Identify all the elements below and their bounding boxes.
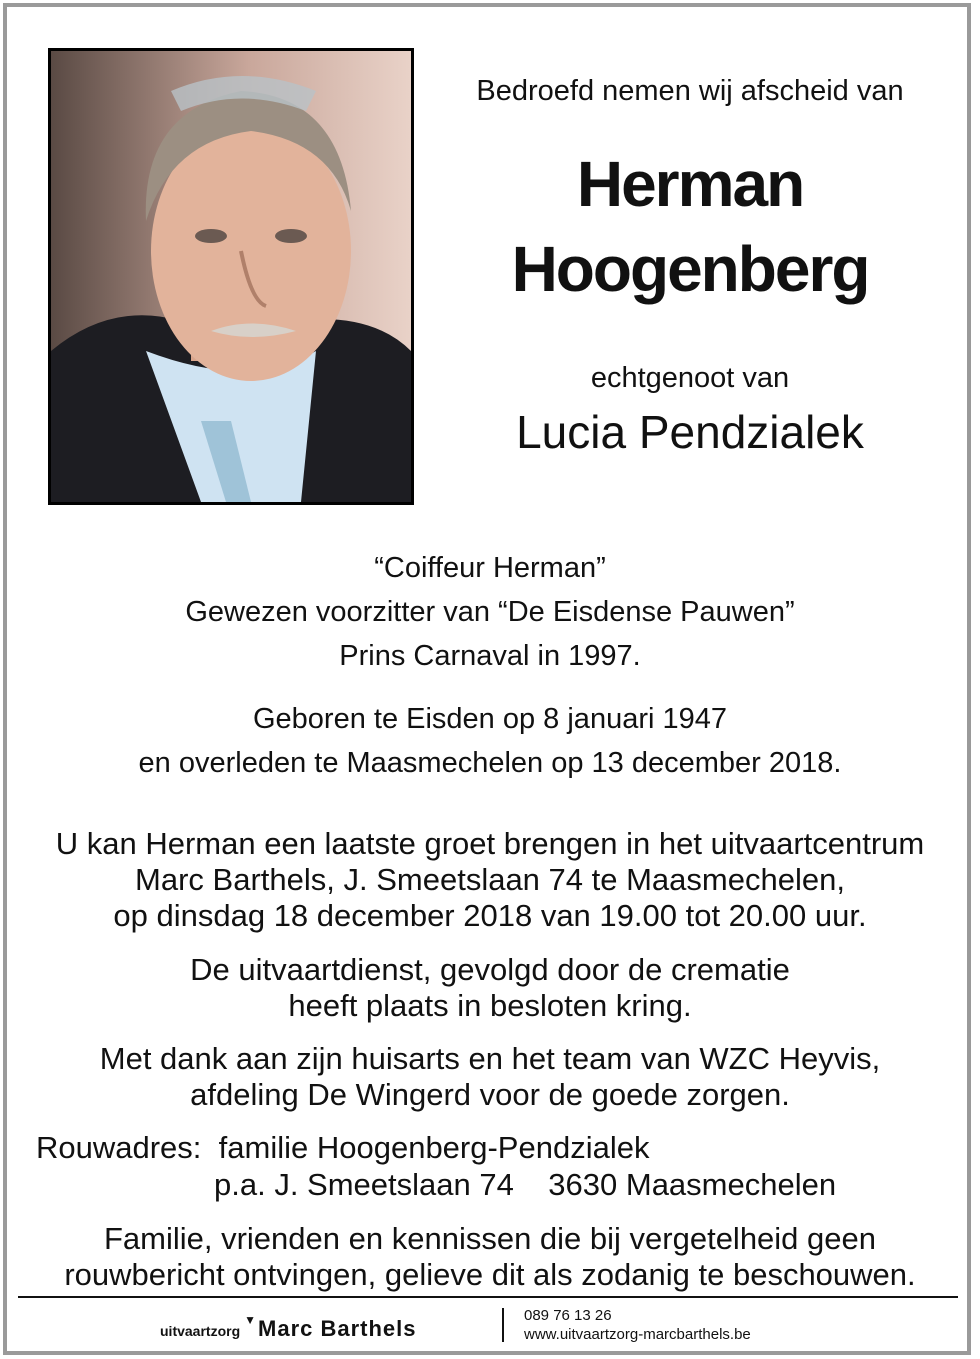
service-line: heeft plaats in besloten kring. [288, 988, 692, 1023]
brand-small: uitvaartzorg [160, 1323, 241, 1339]
title-line: Gewezen voorzitter van “De Eisdense Pauwen” [185, 596, 795, 628]
footer-contact [524, 1306, 751, 1344]
address-city: 3630 Maasmechelen [548, 1167, 837, 1202]
address-family: familie Hoogenberg-Pendzialek [218, 1130, 650, 1165]
spouse-name: Lucia Pendzialek [516, 406, 864, 458]
deceased-last-name: Hoogenberg [511, 233, 869, 305]
visitation-line: U kan Herman een laatste groet brengen in het uitvaartcentrum [55, 826, 925, 861]
service-block [20, 952, 960, 1024]
deceased-first-name: Herman [576, 148, 804, 220]
footer-website: www.uitvaartzorg-marcbarthels.be [524, 1326, 751, 1343]
service-line: De uitvaartdienst, gevolgd door de crematie [190, 952, 790, 987]
portrait-illustration [51, 51, 411, 502]
address-label: Rouwadres: [36, 1130, 202, 1165]
title-line: “Coiffeur Herman” [374, 552, 606, 584]
brand-name: Marc Barthels [258, 1316, 417, 1341]
visitation-block [20, 826, 960, 934]
triangle-icon: ▼ [244, 1313, 257, 1327]
date-line: en overleden te Maasmechelen op 13 december 2018. [138, 747, 842, 779]
notice-block [20, 1221, 960, 1293]
footer-phone: 089 76 13 26 [524, 1307, 612, 1324]
visitation-line: op dinsdag 18 december 2018 van 19.00 tot 20.00 uur. [113, 898, 867, 933]
intro-line: Bedroefd nemen wij afscheid van [476, 75, 904, 107]
thanks-block [20, 1041, 960, 1113]
address-street: p.a. J. Smeetslaan 74 [214, 1167, 514, 1202]
notice-line: Familie, vrienden en kennissen die bij vergetelheid geen [103, 1221, 877, 1256]
date-line: Geboren te Eisden op 8 januari 1947 [252, 703, 727, 735]
title-line: Prins Carnaval in 1997. [339, 640, 641, 672]
portrait-photo [48, 48, 414, 505]
notice-line: rouwbericht ontvingen, gelieve dit als zodanig te beschouwen. [64, 1257, 916, 1292]
dates-block [20, 697, 960, 785]
titles-block [20, 546, 960, 678]
visitation-line: Marc Barthels, J. Smeetslaan 74 te Maasmechelen, [135, 862, 845, 897]
thanks-line: Met dank aan zijn huisarts en het team van WZC Heyvis, [99, 1041, 881, 1076]
spouse-intro: echtgenoot van [590, 362, 790, 394]
thanks-line: afdeling De Wingerd voor de goede zorgen. [190, 1077, 790, 1112]
mourning-address [36, 1129, 836, 1203]
footer-divider [18, 1296, 958, 1298]
footer-vertical-divider [502, 1308, 504, 1342]
funeral-home-logo [160, 1313, 417, 1342]
